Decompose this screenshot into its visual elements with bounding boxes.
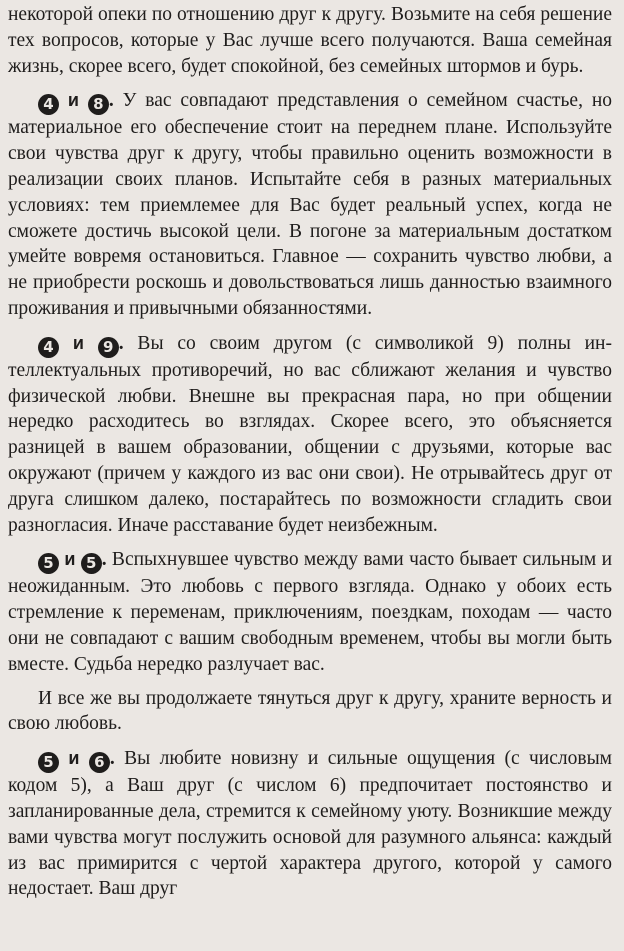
paragraph-text: Вы со своим другом (с символикой 9) полны интеллектуальных противоречий, но вас сближают желания и чувство физической любви. Внешне вы прекрасная пара, но при общении нередко расходитесь во взглядах. Скорее всего, это объясняется разницей в вашем образовании, общении с друзьями, которые вас окружают (причем у каждого из вас они свои). Не отрывайтесь друг от друга слишком далеко, постарайтесь по возможности сгладить свои разногласия. Иначе расставание будет неизбежным. — [8, 332, 612, 536]
section-heading — [38, 333, 124, 354]
heading-dot: . — [118, 332, 124, 354]
number-badge: 6 — [89, 752, 110, 773]
conjunction: и — [64, 549, 76, 570]
conjunction: и — [67, 90, 79, 111]
heading-dot: . — [108, 90, 114, 112]
paragraph-5-and-5-continued: И все же вы продолжаете тянуться друг к другу, храните верность и свою любовь. — [8, 687, 612, 735]
paragraph-4-and-9 — [8, 331, 612, 539]
paragraph-text: Вспыхнувшее чувство между вами часто бывает сильным и неожиданным. Это любовь с первого взгляда. Однако у обоих есть стремление к переменам, приключениям, поездкам, походам — часто они не совпадают с вашим свободным временем, чтобы вы могли быть вместе. Судьба нередко разлучает вас. — [8, 549, 612, 675]
paragraph-5-and-5 — [8, 547, 612, 677]
paragraph-text: Вы любите новизну и сильные ощущения (с числовым кодом 5), а Ваш друг (с числом 6) предпочитает постоянство и запланированные дела, стремится к семейному уюту. Возникшие между вами чувства могут послужить основой для разумного альянса: каждый из вас примирится с чертой характера другого, которой у самого недостает. Ваш друг — [8, 748, 613, 900]
paragraph-text: У вас совпадают представления о семейном счастье, но материальное его обеспечение стоит на переднем плане. Используйте свои чувства друг к другу, чтобы правильно оценить возможности в реализации своих планов. Испытайте себя в разных материальных условиях: тем приемлемее для Вас будет реальный успех, когда не сможете достичь высокой цели. В погоне за материальным достатком умейте вовремя остановиться. Главное — сохранить чувство любви, а не приобрести роскошь и довольствоваться лишь данностью взаимного проживания и привычными обязанностями. — [8, 90, 613, 319]
number-badge: 9 — [98, 337, 119, 358]
conjunction: и — [68, 748, 80, 769]
section-heading — [38, 748, 115, 772]
heading-dot: . — [109, 748, 115, 770]
paragraph-4-and-8 — [8, 88, 612, 321]
number-badge: 5 — [38, 553, 59, 574]
section-heading — [38, 549, 107, 573]
number-badge: 5 — [38, 752, 59, 773]
number-badge: 5 — [81, 553, 102, 574]
paragraph-intro: некоторой опеки по отношению друг к другу. Возьмите на себя решение тех вопросов, которые у Вас лучше всего получаются. Ваша семейная жизнь, скорее всего, будет спокойной, без семейных штормов и бурь. — [8, 4, 612, 77]
paragraph-5-and-6 — [8, 746, 612, 902]
number-badge: 4 — [38, 94, 59, 115]
conjunction: и — [72, 332, 84, 353]
section-heading — [38, 90, 114, 114]
number-badge: 4 — [38, 337, 59, 358]
number-badge: 8 — [88, 94, 109, 115]
heading-dot: . — [101, 549, 107, 571]
